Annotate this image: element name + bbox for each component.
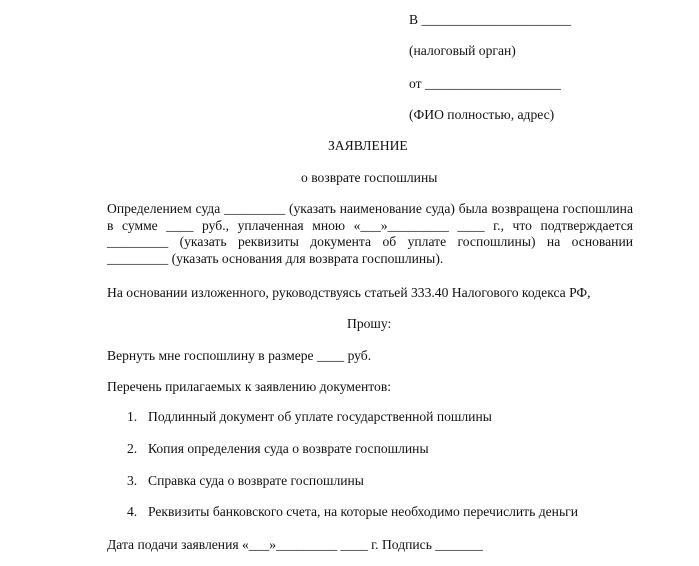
addressee-caption: (налоговый орган) <box>409 43 516 58</box>
list-item-number: 4. <box>127 504 138 519</box>
list-item-text: Справка суда о возврате госпошлины <box>148 473 364 488</box>
request-text: Вернуть мне госпошлину в размере ____ руб. <box>107 348 372 363</box>
list-item-number: 3. <box>127 473 138 488</box>
list-item-text: Копия определения суда о возврате госпошлины <box>148 441 429 456</box>
attachments-heading: Перечень прилагаемых к заявлению документов: <box>107 379 392 394</box>
date-signature-line: Дата подачи заявления «___»_________ ____ г. Подпись _______ <box>107 537 483 552</box>
sender-caption: (ФИО полностью, адрес) <box>409 107 555 122</box>
document-subtitle: о возврате госпошлины <box>301 170 438 185</box>
basis-paragraph: На основании изложенного, руководствуясь статьей 333.40 Налогового кодекса РФ, <box>107 285 591 300</box>
sender-line: от ____________________ <box>409 76 561 91</box>
list-item-text: Реквизиты банковского счета, на которые необходимо перечислить деньги <box>148 504 578 519</box>
main-paragraph: Определением суда _________ (указать наименование суда) была возвращена госпошлина в сумме ____ руб., уплаченная мною «___»_________ ____ г., что подтверждается _________ (указать реквизиты документа об уплате госпошлины) на основании _________ (указать основания для возврата госпошлины). <box>107 201 633 266</box>
addressee-line: В ______________________ <box>409 12 571 27</box>
list-item-number: 1. <box>127 409 138 424</box>
list-item-text: Подлинный документ об уплате государственной пошлины <box>148 409 492 424</box>
document-title: ЗАЯВЛЕНИЕ <box>328 138 408 153</box>
list-item-number: 2. <box>127 441 138 456</box>
request-word: Прошу: <box>347 316 392 331</box>
